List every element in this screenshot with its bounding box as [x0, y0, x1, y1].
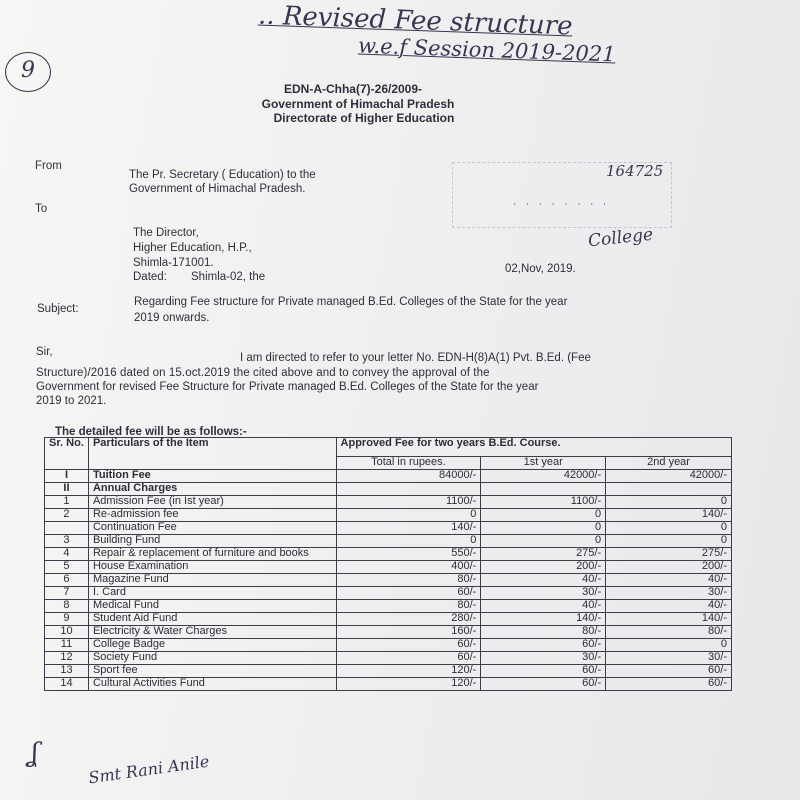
- cell-total: 400/-: [336, 561, 481, 574]
- cell-total: 120/-: [336, 678, 481, 691]
- circled-number: 9: [5, 52, 51, 92]
- cell-particulars: Cultural Activities Fund: [88, 678, 336, 691]
- from-line-2: Government of Himachal Pradesh.: [129, 183, 306, 195]
- cell-sr-no: [45, 522, 89, 535]
- table-row: [45, 678, 732, 691]
- header-total: Total in rupees.: [336, 457, 481, 470]
- cell-particulars: Annual Charges: [88, 483, 336, 496]
- cell-sr-no: 9: [45, 613, 89, 626]
- cell-particulars: Building Fund: [88, 535, 336, 548]
- cell-second-year: 140/-: [606, 613, 732, 626]
- cell-particulars: House Examination: [88, 561, 336, 574]
- cell-sr-no: 1: [45, 496, 89, 509]
- cell-particulars: Tuition Fee: [88, 470, 336, 483]
- stamp-number: 164725: [606, 162, 664, 180]
- cell-second-year: 42000/-: [606, 470, 732, 483]
- cell-total: 60/-: [336, 639, 481, 652]
- cell-second-year: 80/-: [606, 626, 732, 639]
- cell-particulars: College Badge: [88, 639, 336, 652]
- to-label: To: [35, 203, 48, 215]
- cell-particulars: Society Fund: [88, 652, 336, 665]
- cell-first-year: 0: [481, 509, 606, 522]
- cell-second-year: 140/-: [606, 509, 732, 522]
- cell-first-year: 0: [481, 535, 606, 548]
- cell-first-year: 60/-: [481, 678, 606, 691]
- cell-sr-no: 11: [45, 639, 89, 652]
- to-line-1: The Director,: [133, 227, 199, 239]
- cell-total: 80/-: [336, 600, 481, 613]
- cell-total: [336, 483, 481, 496]
- header-second-year: 2nd year: [606, 457, 732, 470]
- cell-second-year: 0: [606, 535, 732, 548]
- cell-first-year: [481, 483, 606, 496]
- cell-total: 280/-: [336, 613, 481, 626]
- cell-first-year: 60/-: [481, 665, 606, 678]
- to-line-3: Shimla-171001.: [133, 257, 214, 269]
- cell-second-year: [606, 483, 732, 496]
- cell-total: 140/-: [336, 522, 481, 535]
- cell-sr-no: 2: [45, 509, 89, 522]
- cell-second-year: 275/-: [606, 548, 732, 561]
- cell-total: 80/-: [336, 574, 481, 587]
- handwritten-subtitle: w.e.f Session 2019-2021: [357, 33, 616, 67]
- table-row: [45, 470, 732, 483]
- body-line-1: I am directed to refer to your letter No. EDN-H(8)A(1) Pvt. B.Ed. (Fee: [240, 352, 591, 364]
- cell-first-year: 200/-: [481, 561, 606, 574]
- from-line-1: The Pr. Secretary ( Education) to the: [129, 169, 316, 181]
- table-row: [45, 626, 732, 639]
- signature-mark: ʆ: [30, 738, 39, 768]
- dated-place: Shimla-02, the: [191, 271, 266, 283]
- subject-label: Subject:: [37, 303, 79, 315]
- cell-first-year: 80/-: [481, 626, 606, 639]
- cell-sr-no: 14: [45, 678, 89, 691]
- header-particulars: Particulars of the Item: [88, 438, 336, 470]
- reference-number: EDN-A-Chha(7)-26/2009-: [283, 82, 423, 96]
- cell-total: 550/-: [336, 548, 481, 561]
- government-name: Government of Himachal Pradesh: [261, 97, 455, 111]
- table-row: [45, 652, 732, 665]
- cell-total: 84000/-: [336, 470, 481, 483]
- cell-second-year: 0: [606, 522, 732, 535]
- cell-total: 0: [336, 509, 481, 522]
- table-row: [45, 535, 732, 548]
- cell-sr-no: 6: [45, 574, 89, 587]
- cell-second-year: 0: [606, 496, 732, 509]
- stamp-date-mark: · · · · · · · ·: [512, 200, 609, 210]
- cell-particulars: Re-admission fee: [88, 509, 336, 522]
- cell-total: 60/-: [336, 652, 481, 665]
- to-line-2: Higher Education, H.P.,: [133, 242, 252, 254]
- table-row: [45, 665, 732, 678]
- handwritten-signature: Smt Rani Anile: [87, 751, 211, 788]
- cell-sr-no: 7: [45, 587, 89, 600]
- body-line-3: Government for revised Fee Structure for Private managed B.Ed. Colleges of the State for the year: [36, 381, 539, 393]
- table-row: [45, 548, 732, 561]
- cell-second-year: 40/-: [606, 574, 732, 587]
- letter-date: 02,Nov, 2019.: [505, 263, 576, 275]
- cell-particulars: Magazine Fund: [88, 574, 336, 587]
- salutation: Sir,: [36, 346, 53, 358]
- cell-particulars: Electricity & Water Charges: [88, 626, 336, 639]
- table-row: [45, 587, 732, 600]
- cell-first-year: 40/-: [481, 600, 606, 613]
- cell-sr-no: 10: [45, 626, 89, 639]
- subject-line-2: 2019 onwards.: [134, 312, 210, 324]
- cell-sr-no: 12: [45, 652, 89, 665]
- handwritten-title: .. Revised Fee structure: [257, 0, 574, 42]
- cell-first-year: 0: [481, 522, 606, 535]
- cell-sr-no: 8: [45, 600, 89, 613]
- header-first-year: 1st year: [481, 457, 606, 470]
- table-row: [45, 496, 732, 509]
- cell-second-year: 40/-: [606, 600, 732, 613]
- cell-particulars: Sport fee: [88, 665, 336, 678]
- cell-total: 160/-: [336, 626, 481, 639]
- cell-sr-no: 13: [45, 665, 89, 678]
- cell-first-year: 40/-: [481, 574, 606, 587]
- cell-total: 1100/-: [336, 496, 481, 509]
- body-line-4: 2019 to 2021.: [36, 395, 107, 407]
- cell-first-year: 140/-: [481, 613, 606, 626]
- table-row: [45, 561, 732, 574]
- cell-second-year: 200/-: [606, 561, 732, 574]
- cell-second-year: 60/-: [606, 665, 732, 678]
- table-row: [45, 600, 732, 613]
- cell-sr-no: 4: [45, 548, 89, 561]
- cell-particulars: Student Aid Fund: [88, 613, 336, 626]
- body-line-2: Structure)/2016 dated on 15.oct.2019 the cited above and to convey the approval of the: [36, 367, 490, 379]
- cell-second-year: 0: [606, 639, 732, 652]
- cell-first-year: 42000/-: [481, 470, 606, 483]
- header-approved-fee: Approved Fee for two years B.Ed. Course.: [336, 438, 731, 457]
- cell-second-year: 30/-: [606, 587, 732, 600]
- fee-table: [44, 437, 732, 691]
- cell-first-year: 30/-: [481, 652, 606, 665]
- cell-sr-no: 5: [45, 561, 89, 574]
- table-row: [45, 613, 732, 626]
- handwritten-college-note: College: [587, 224, 654, 252]
- cell-first-year: 60/-: [481, 639, 606, 652]
- subject-line-1: Regarding Fee structure for Private managed B.Ed. Colleges of the State for the year: [134, 296, 568, 308]
- dated-label: Dated:: [133, 271, 167, 283]
- table-row: [45, 483, 732, 496]
- table-row: [45, 522, 732, 535]
- cell-particulars: Continuation Fee: [88, 522, 336, 535]
- cell-sr-no: II: [45, 483, 89, 496]
- table-row: [45, 574, 732, 587]
- cell-particulars: Medical Fund: [88, 600, 336, 613]
- cell-particulars: Repair & replacement of furniture and books: [88, 548, 336, 561]
- cell-first-year: 30/-: [481, 587, 606, 600]
- from-label: From: [35, 160, 62, 172]
- cell-second-year: 30/-: [606, 652, 732, 665]
- cell-particulars: Admission Fee (in Ist year): [88, 496, 336, 509]
- table-row: [45, 639, 732, 652]
- cell-first-year: 1100/-: [481, 496, 606, 509]
- cell-total: 120/-: [336, 665, 481, 678]
- cell-particulars: I. Card: [88, 587, 336, 600]
- cell-second-year: 60/-: [606, 678, 732, 691]
- cell-first-year: 275/-: [481, 548, 606, 561]
- header-sr-no: Sr. No.: [45, 438, 89, 470]
- cell-total: 0: [336, 535, 481, 548]
- table-row: [45, 509, 732, 522]
- cell-sr-no: I: [45, 470, 89, 483]
- directorate-name: Directorate of Higher Education: [273, 111, 455, 125]
- cell-sr-no: 3: [45, 535, 89, 548]
- table-caption: The detailed fee will be as follows:-: [55, 426, 247, 438]
- cell-total: 60/-: [336, 587, 481, 600]
